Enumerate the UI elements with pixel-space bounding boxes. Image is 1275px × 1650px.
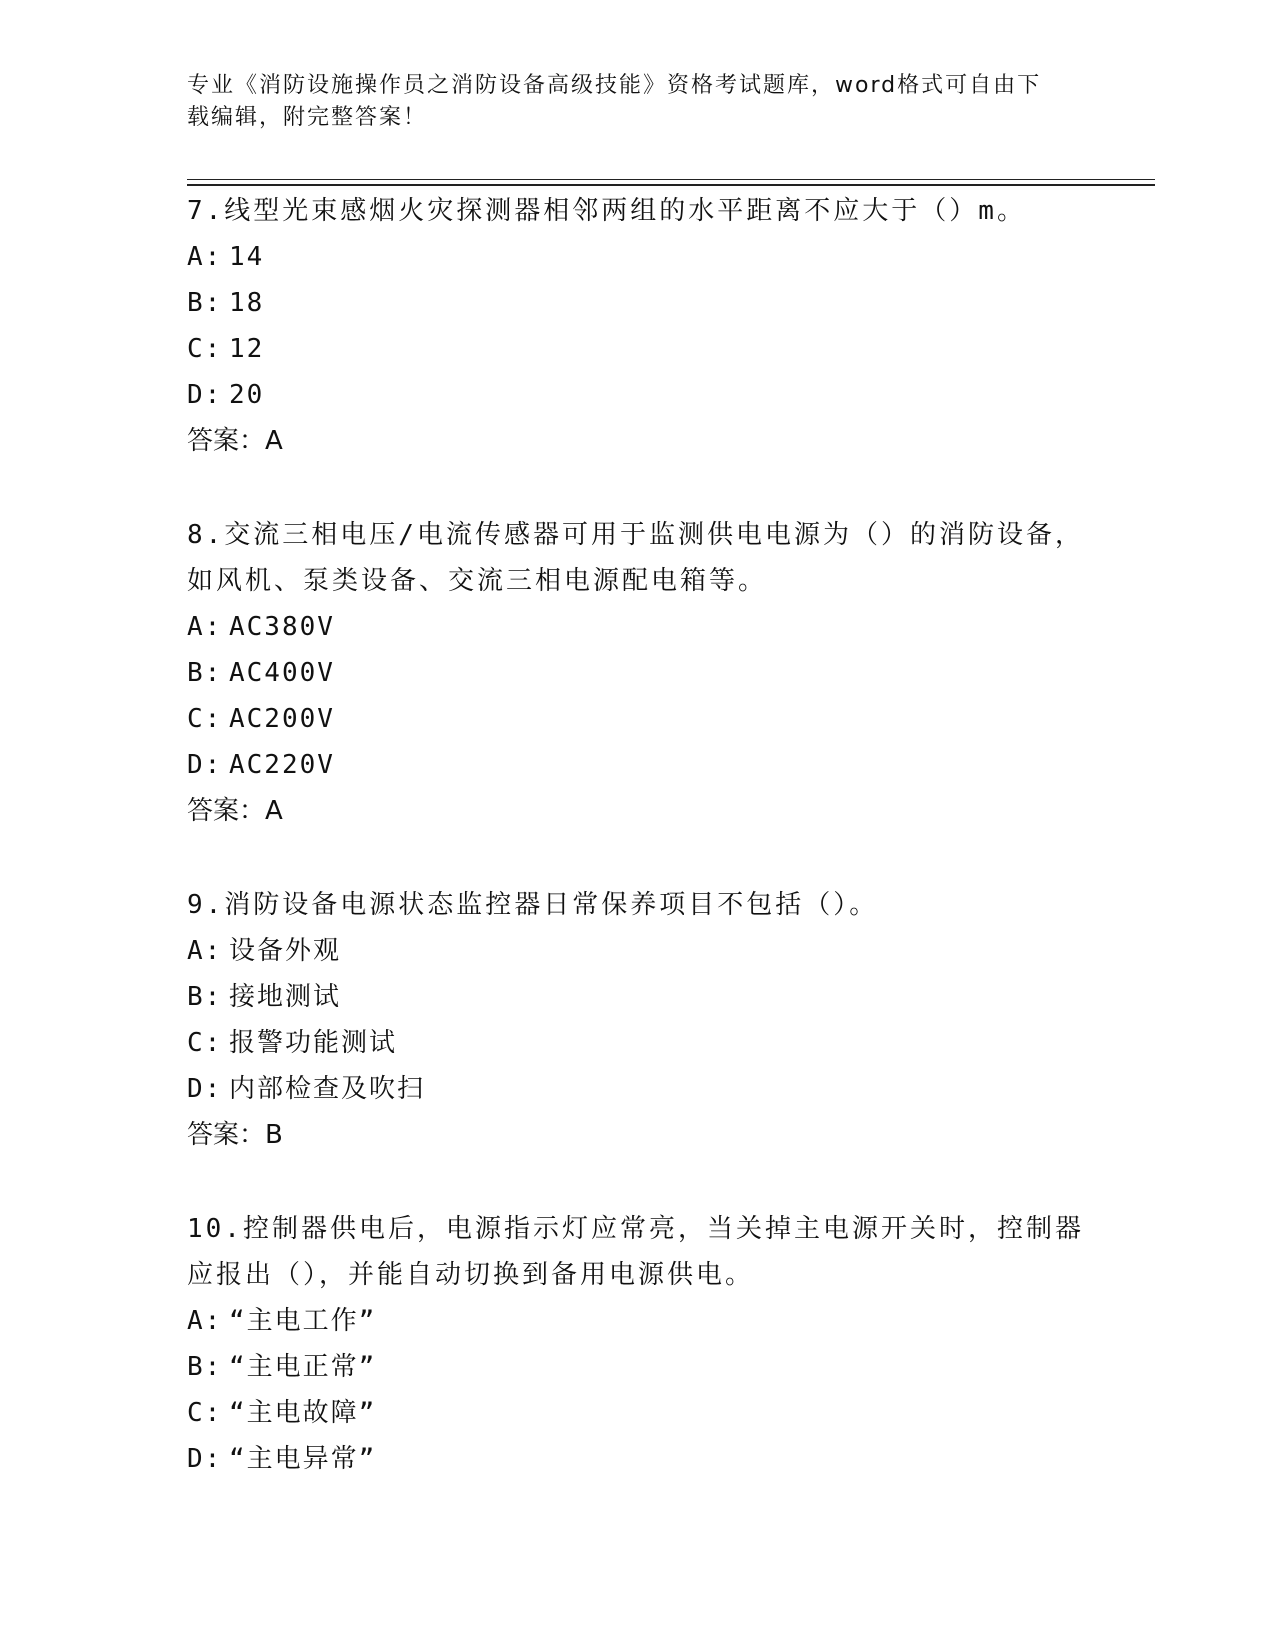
- option-c: [187, 696, 1087, 742]
- answer-label: 答案：A: [187, 796, 283, 826]
- option-letter: C:: [187, 334, 223, 364]
- option-d: [187, 742, 1087, 788]
- question-7: [187, 188, 1087, 464]
- option-letter: D:: [187, 750, 223, 780]
- option-text: AC220V: [229, 750, 335, 780]
- option-text: 14: [229, 242, 265, 272]
- option-text: “主电异常”: [229, 1444, 377, 1474]
- question-text: 10.控制器供电后，电源指示灯应常亮，当关掉主电源开关时，控制器应报出（），并能自动切换到备用电源供电。: [187, 1214, 1084, 1290]
- option-c: [187, 1020, 1087, 1066]
- option-letter: B:: [187, 1352, 223, 1382]
- answer-label: 答案：A: [187, 426, 283, 456]
- option-a: [187, 928, 1087, 974]
- option-d: [187, 1436, 1087, 1482]
- header-rule-thick: [187, 184, 1155, 186]
- question-text: 8.交流三相电压/电流传感器可用于监测供电电源为（）的消防设备，如风机、泵类设备、交流三相电源配电箱等。: [187, 520, 1084, 596]
- option-b: [187, 974, 1087, 1020]
- option-a: [187, 604, 1087, 650]
- question-text: 7.线型光束感烟火灾探测器相邻两组的水平距离不应大于（）m。: [187, 196, 1026, 226]
- option-c: [187, 326, 1087, 372]
- question-10: [187, 1206, 1087, 1482]
- option-letter: A:: [187, 242, 223, 272]
- document-header: [187, 70, 1067, 134]
- option-d: [187, 372, 1087, 418]
- option-letter: C:: [187, 1028, 223, 1058]
- question-8: [187, 512, 1087, 834]
- option-letter: B:: [187, 982, 223, 1012]
- option-text: 18: [229, 288, 265, 318]
- option-text: “主电工作”: [229, 1306, 377, 1336]
- question-9: [187, 882, 1087, 1158]
- option-letter: A:: [187, 612, 223, 642]
- option-text: 报警功能测试: [229, 1028, 398, 1058]
- option-b: [187, 650, 1087, 696]
- question-text: 9.消防设备电源状态监控器日常保养项目不包括（）。: [187, 890, 879, 920]
- option-letter: B:: [187, 288, 223, 318]
- option-text: 12: [229, 334, 265, 364]
- option-letter: A:: [187, 1306, 223, 1336]
- option-letter: D:: [187, 1444, 223, 1474]
- option-letter: D:: [187, 380, 223, 410]
- option-text: AC380V: [229, 612, 335, 642]
- option-a: [187, 234, 1087, 280]
- option-letter: A:: [187, 936, 223, 966]
- option-text: AC200V: [229, 704, 335, 734]
- header-line-1: 专业《消防设施操作员之消防设备高级技能》资格考试题库，word格式可自由下: [187, 73, 1042, 98]
- option-letter: B:: [187, 658, 223, 688]
- option-text: “主电故障”: [229, 1398, 377, 1428]
- option-d: [187, 1066, 1087, 1112]
- header-line-2: 载编辑，附完整答案！: [187, 105, 428, 130]
- option-b: [187, 1344, 1087, 1390]
- option-a: [187, 1298, 1087, 1344]
- header-rule-thin: [187, 179, 1155, 180]
- option-text: 20: [229, 380, 265, 410]
- option-letter: D:: [187, 1074, 223, 1104]
- option-text: 设备外观: [229, 936, 342, 966]
- option-text: “主电正常”: [229, 1352, 377, 1382]
- option-letter: C:: [187, 704, 223, 734]
- option-c: [187, 1390, 1087, 1436]
- option-text: AC400V: [229, 658, 335, 688]
- question-list: [187, 188, 1087, 1530]
- option-b: [187, 280, 1087, 326]
- answer-label: 答案：B: [187, 1120, 283, 1150]
- option-text: 内部检查及吹扫: [229, 1074, 426, 1104]
- option-letter: C:: [187, 1398, 223, 1428]
- option-text: 接地测试: [229, 982, 342, 1012]
